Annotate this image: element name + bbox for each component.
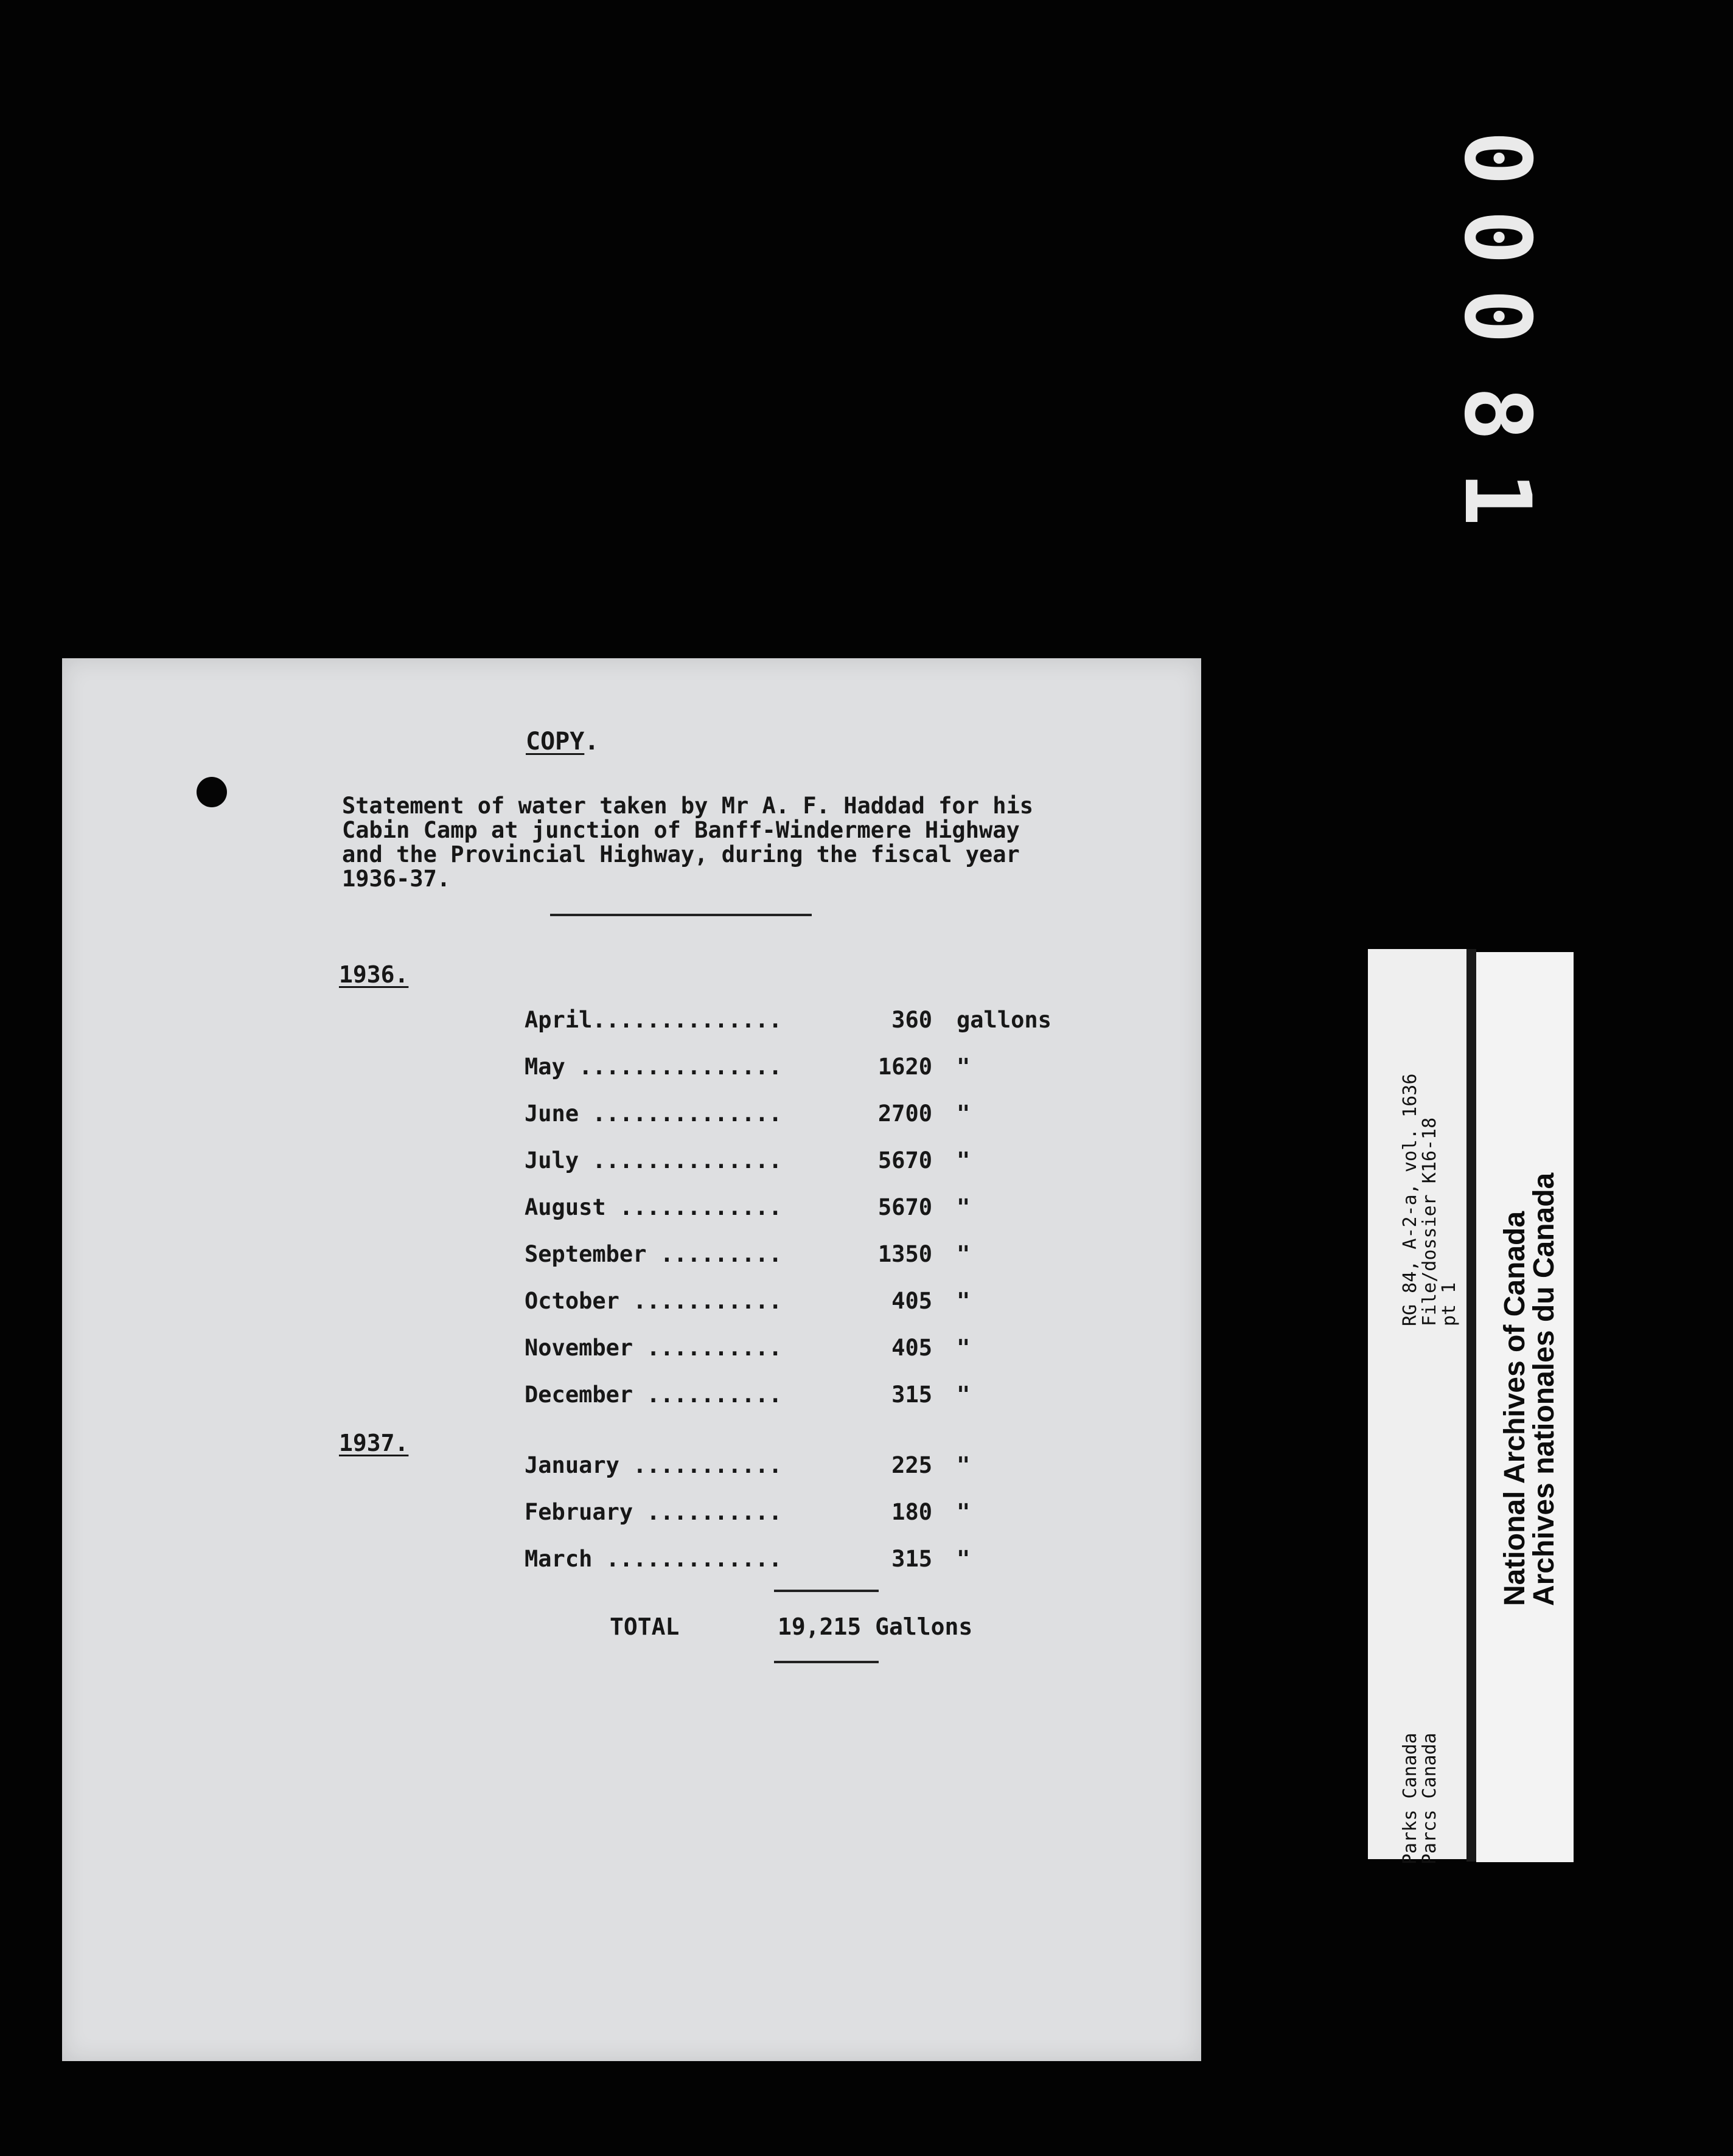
ditto-mark: " [957,1194,971,1220]
table-row [525,1241,1072,1278]
gallons-amount: 5670 [877,1147,932,1174]
gallons-amount: 180 [891,1499,932,1525]
gallons-amount: 405 [891,1288,932,1314]
frame-digit: 0 [1444,288,1550,344]
month-label: July .............. [525,1147,783,1174]
statement-line: and the Provincial Highway, during the fiscal year [342,841,1020,868]
table-row [525,1007,1072,1043]
table-row [525,1335,1072,1371]
ditto-mark: " [957,1054,971,1080]
gallons-amount: 315 [891,1546,932,1572]
reference-line: File/dossier K16-18 [1419,1117,1440,1326]
agency-line: Parcs Canada [1419,1733,1440,1865]
table-row [525,1546,1072,1582]
archive-name-line: Archives nationales du Canada [1528,1172,1560,1606]
gallons-amount: 2700 [877,1101,932,1127]
table-row [525,1382,1072,1418]
month-label: December .......... [525,1382,783,1408]
month-label: January ........... [525,1452,783,1478]
total-rule-bottom [774,1661,879,1663]
ditto-mark: " [957,1335,971,1361]
gallons-amount: 5670 [877,1194,932,1220]
ditto-mark: " [957,1101,971,1127]
reference-line: RG 84, A-2-a, vol. 1636 [1400,1073,1421,1326]
month-label: April.............. [525,1007,783,1033]
copy-heading-period: . [584,728,599,756]
month-label: May ............... [525,1054,783,1080]
month-label: October ........... [525,1288,783,1314]
frame-digit: 0 [1444,130,1550,186]
frame-digit: 0 [1444,209,1550,265]
month-label: June .............. [525,1101,783,1127]
reference-line: pt 1 [1438,1282,1460,1326]
frame-number [1436,97,1558,584]
statement-paragraph [342,794,1033,891]
ditto-mark: " [957,1382,971,1408]
copy-heading [526,728,599,755]
year-heading-1936: 1936. [339,961,409,988]
table-row [525,1288,1072,1324]
total-label: TOTAL [610,1613,680,1640]
strip-divider [1466,949,1476,1862]
archive-name [1501,1173,1559,1606]
month-label: August ............ [525,1194,783,1220]
archive-reference [1401,1074,1459,1326]
frame-digit: 1 [1444,471,1550,527]
total-rule-top [774,1590,879,1592]
month-label: February .......... [525,1499,783,1525]
table-row [525,1054,1072,1090]
ditto-mark: " [957,1241,971,1267]
gallons-amount: 1620 [877,1054,932,1080]
unit-label: gallons [957,1007,1051,1033]
month-label: September ......... [525,1241,783,1267]
month-label: November .......... [525,1335,783,1361]
table-row [525,1452,1072,1489]
gallons-amount: 225 [891,1452,932,1478]
ditto-mark: " [957,1546,971,1572]
ditto-mark: " [957,1147,971,1174]
gallons-amount: 315 [891,1382,932,1408]
agency-name [1401,1733,1440,1865]
statement-line: 1936-37. [342,866,451,892]
statement-line: Statement of water taken by Mr A. F. Haddad for his [342,793,1034,819]
ditto-mark: " [957,1288,971,1314]
table-row [525,1499,1072,1535]
total-value: 19,215 Gallons [778,1613,973,1640]
table-row [525,1194,1072,1231]
ditto-mark: " [957,1452,971,1478]
document-page [62,658,1201,2061]
punch-hole [197,777,227,807]
gallons-amount: 360 [891,1007,932,1033]
month-label: March ............. [525,1546,783,1572]
divider-rule [550,914,812,916]
year-heading-1937: 1937. [339,1430,409,1456]
frame-digit: 8 [1444,386,1550,442]
table-row [525,1147,1072,1184]
ditto-mark: " [957,1499,971,1525]
agency-line: Parks Canada [1400,1733,1421,1865]
statement-line: Cabin Camp at junction of Banff-Windermere Highway [342,817,1020,843]
copy-heading-text: COPY [526,728,585,756]
table-row [525,1101,1072,1137]
gallons-amount: 1350 [877,1241,932,1267]
archive-name-line: National Archives of Canada [1499,1211,1531,1606]
gallons-amount: 405 [891,1335,932,1361]
